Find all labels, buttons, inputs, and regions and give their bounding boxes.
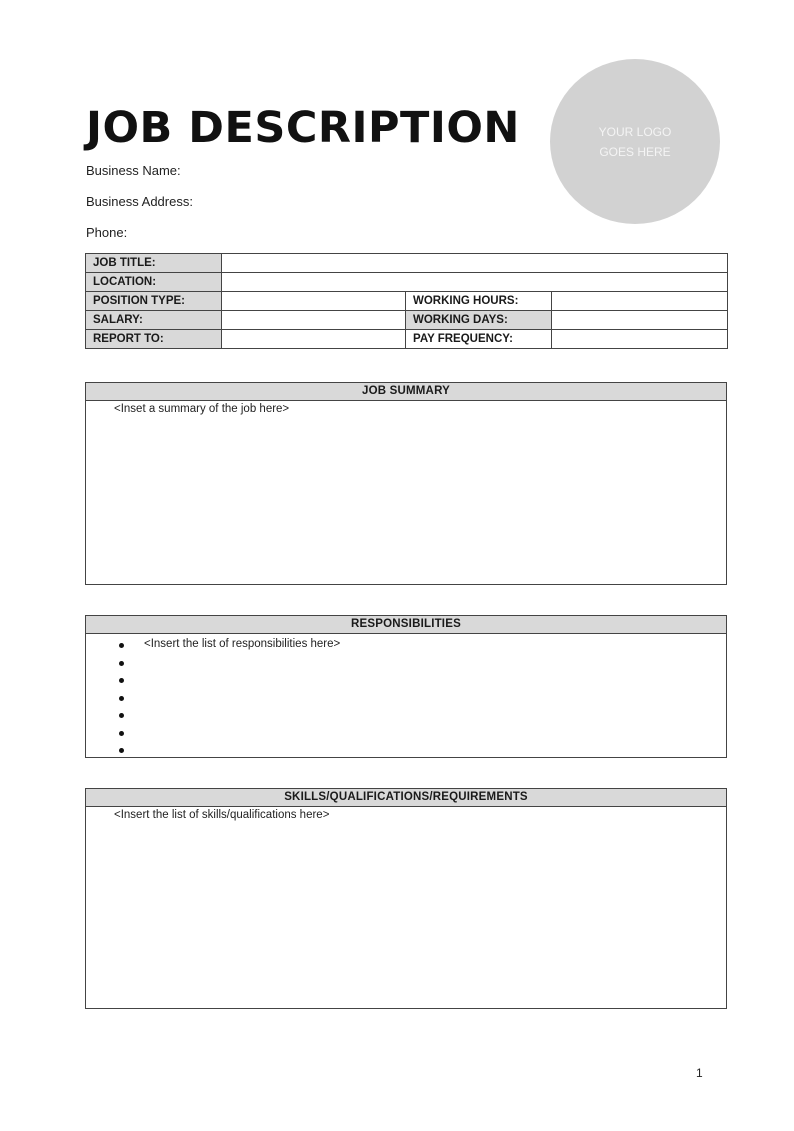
- working-hours-label: WORKING HOURS:: [406, 292, 552, 311]
- job-details-table: [85, 253, 728, 349]
- list-item: [116, 724, 340, 742]
- position-type-row: [86, 292, 728, 311]
- skills-heading: SKILLS/QUALIFICATIONS/REQUIREMENTS: [86, 789, 726, 807]
- logo-text-line2: GOES HERE: [599, 144, 671, 159]
- page-number: 1: [696, 1066, 703, 1080]
- skills-section: [85, 788, 727, 1009]
- salary-field[interactable]: [222, 311, 406, 330]
- location-label: LOCATION:: [86, 273, 222, 292]
- report-to-row: [86, 330, 728, 349]
- location-row: [86, 273, 728, 292]
- job-summary-placeholder: <Inset a summary of the job here>: [114, 403, 290, 415]
- responsibilities-section: [85, 615, 727, 758]
- list-item: [116, 654, 340, 672]
- job-title-field[interactable]: [222, 254, 728, 273]
- phone-label: Phone:: [86, 225, 128, 240]
- list-item: [116, 706, 340, 724]
- job-summary-body[interactable]: [86, 401, 726, 584]
- responsibilities-body[interactable]: [86, 634, 726, 757]
- list-item: [116, 741, 340, 759]
- job-summary-section: [85, 382, 727, 585]
- location-field[interactable]: [222, 273, 728, 292]
- responsibilities-list: [116, 636, 340, 759]
- working-days-field[interactable]: [552, 311, 728, 330]
- document-title: JOB DESCRIPTION: [86, 103, 520, 153]
- position-type-field[interactable]: [222, 292, 406, 311]
- job-title-row: [86, 254, 728, 273]
- pay-frequency-field[interactable]: [552, 330, 728, 349]
- salary-label: SALARY:: [86, 311, 222, 330]
- salary-row: [86, 311, 728, 330]
- pay-frequency-label: PAY FREQUENCY:: [406, 330, 552, 349]
- list-item: [116, 671, 340, 689]
- skills-body[interactable]: [86, 807, 726, 1008]
- job-summary-heading: JOB SUMMARY: [86, 383, 726, 401]
- job-title-label: JOB TITLE:: [86, 254, 222, 273]
- working-hours-field[interactable]: [552, 292, 728, 311]
- list-item: <Insert the list of responsibilities here>: [116, 636, 340, 654]
- report-to-field[interactable]: [222, 330, 406, 349]
- report-to-label: REPORT TO:: [86, 330, 222, 349]
- list-item: [116, 689, 340, 707]
- logo-placeholder: [550, 59, 720, 224]
- business-address-label: Business Address:: [86, 194, 193, 209]
- business-name-label: Business Name:: [86, 163, 181, 178]
- responsibilities-heading: RESPONSIBILITIES: [86, 616, 726, 634]
- position-type-label: POSITION TYPE:: [86, 292, 222, 311]
- skills-placeholder: <Insert the list of skills/qualifications here>: [114, 809, 330, 821]
- logo-text-line1: YOUR LOGO: [598, 124, 672, 139]
- working-days-label: WORKING DAYS:: [406, 311, 552, 330]
